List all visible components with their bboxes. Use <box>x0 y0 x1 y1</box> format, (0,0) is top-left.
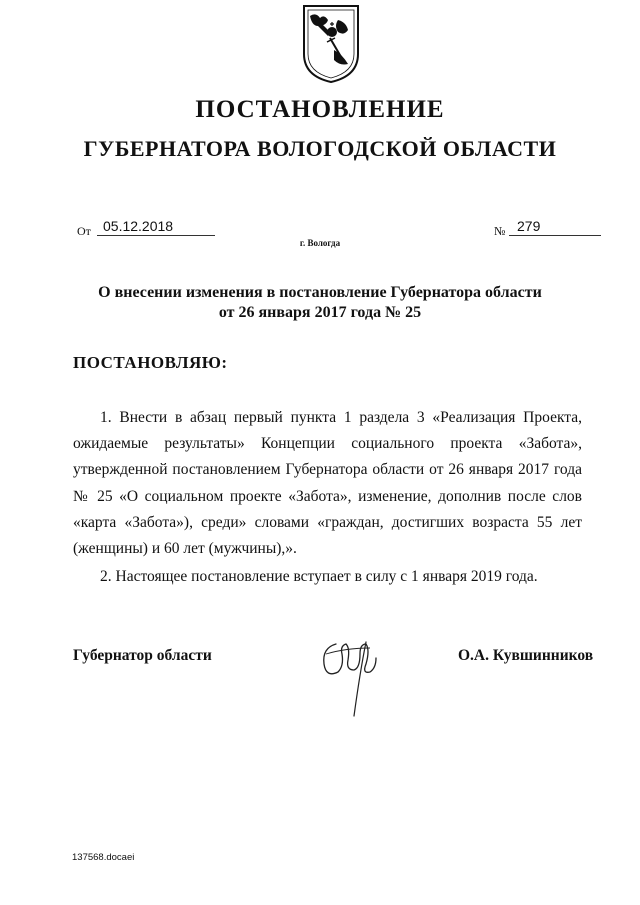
paragraph-1: 1. Внести в абзац первый пункта 1 раздела 3 «Реализация Проекта, ожидаемые результаты» Концепции социального проекта «Забота», утвержденной постановлением Губернатора области от 26 января 2017 года № 25 «О социальном проекте «Забота», изменение, дополнив после слов «карта «Забота»), среди» словами «граждан, достигших возраста 55 лет (женщины) и 60 лет (мужчины),». <box>73 409 582 558</box>
document-subtitle: ГУБЕРНАТОРА ВОЛОГОДСКОЙ ОБЛАСТИ <box>83 136 557 161</box>
document-subject <box>0 283 640 323</box>
signatory-position: Губернатор области <box>73 647 212 664</box>
coat-of-arms-icon <box>300 2 362 84</box>
document-date: 05.12.2018 <box>97 218 215 236</box>
file-reference: 137568.docaei <box>72 852 135 863</box>
handwritten-signature-icon <box>318 632 378 718</box>
subject-line-2: от 26 января 2017 года № 25 <box>218 304 422 321</box>
number-prefix-label: № <box>494 224 506 238</box>
city-label: г. Вологда <box>299 238 341 248</box>
decree-heading: ПОСТАНОВЛЯЮ: <box>73 353 228 372</box>
document-title: ПОСТАНОВЛЕНИЕ <box>195 96 445 123</box>
subject-line-1: О внесении изменения в постановление Губернатора области <box>98 284 542 301</box>
date-prefix-label: От <box>77 224 91 238</box>
signatory-name: О.А. Кувшинников <box>458 647 594 664</box>
paragraph-2: 2. Настоящее постановление вступает в силу с 1 января 2019 года. <box>100 568 538 585</box>
document-number: 279 <box>509 218 601 236</box>
